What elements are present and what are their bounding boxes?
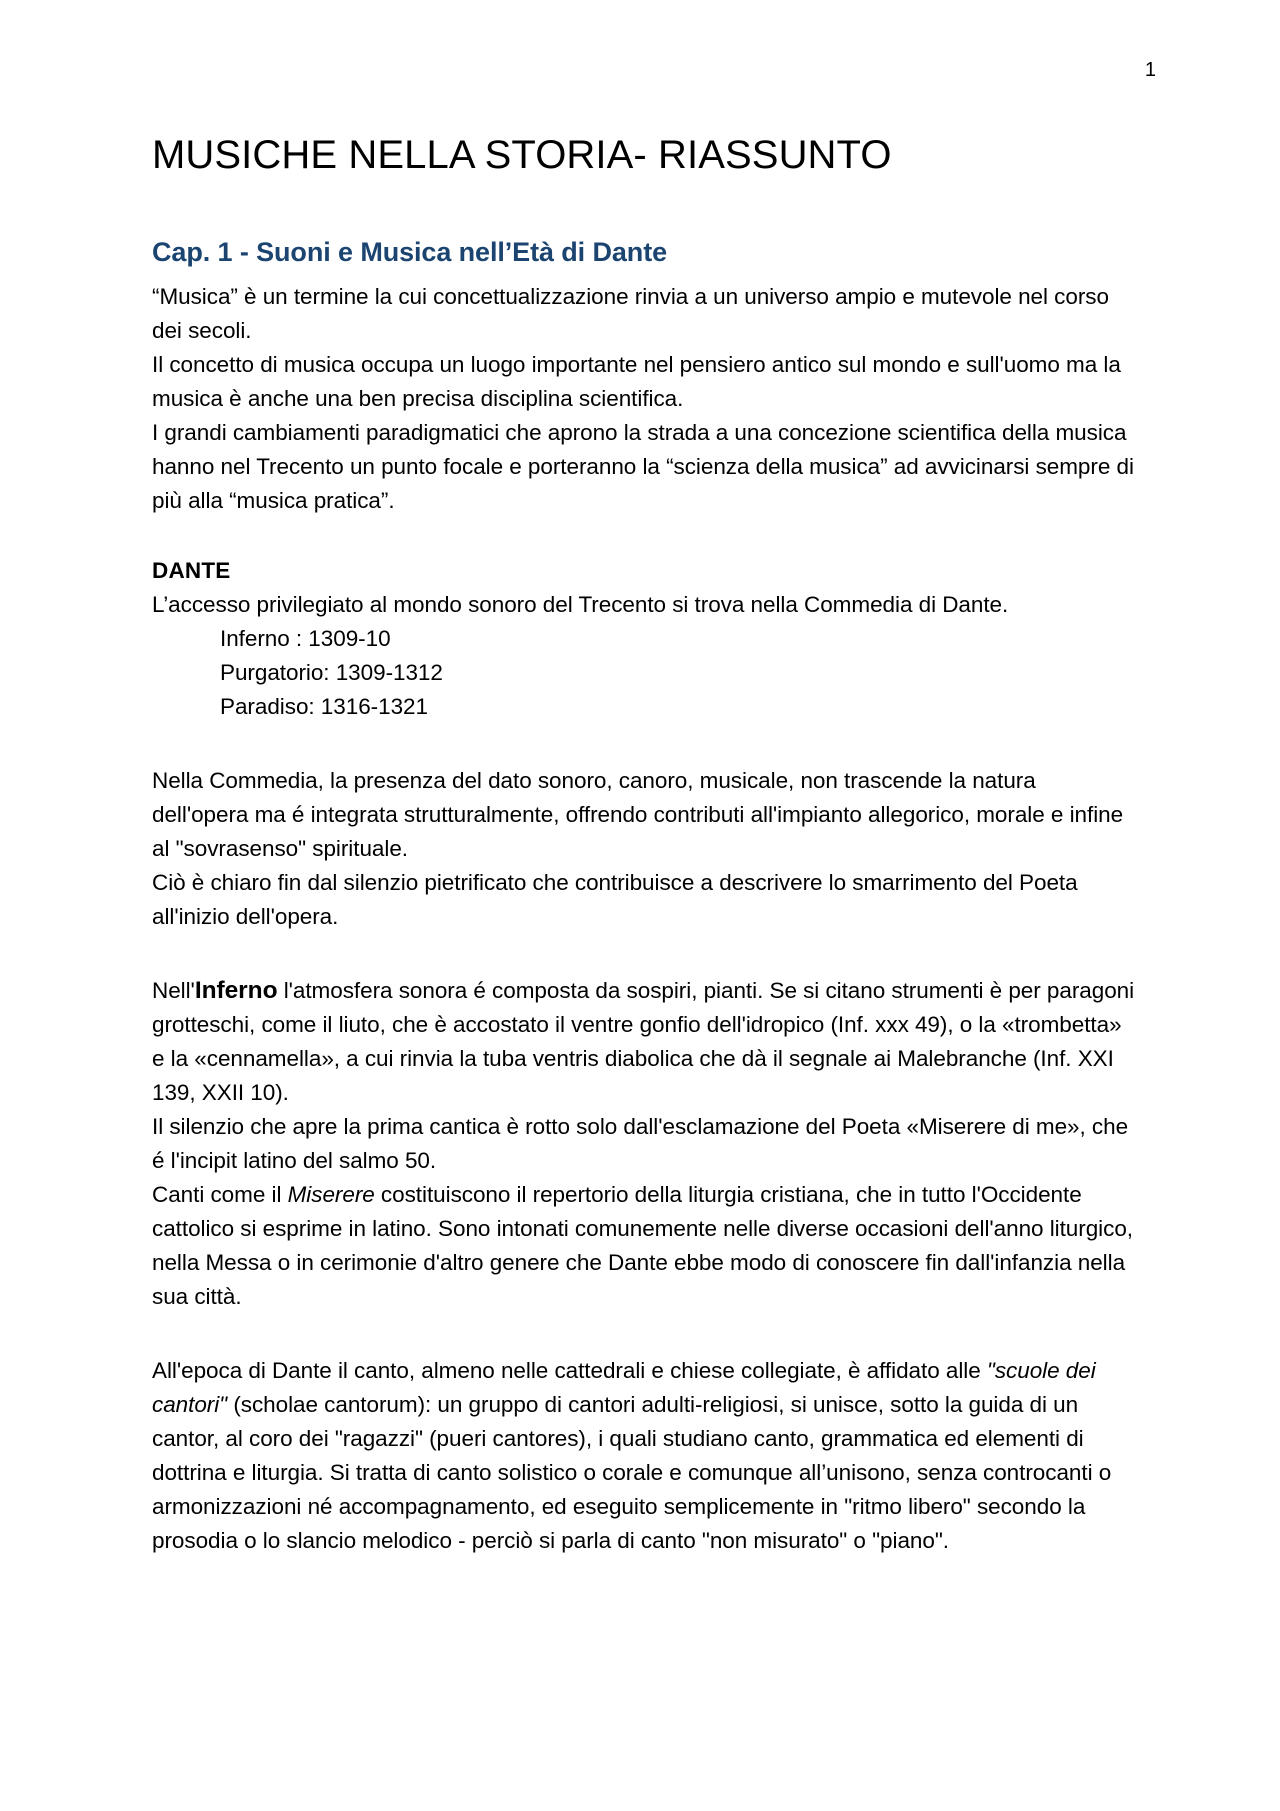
list-item: Inferno : 1309-10 — [220, 625, 391, 651]
list-item: Paradiso: 1316-1321 — [220, 693, 428, 719]
dante-subheading: DANTE — [152, 557, 231, 583]
canti-paragraph — [152, 1178, 1137, 1314]
inferno-lead-prefix: Nell' — [152, 977, 195, 1003]
inferno-lead-rest: l'atmosfera sonora é composta da sospiri, pianti. Se si citano strumenti è per paragoni grotteschi, come il liuto, che è accostato il ventre gonfio dell'idropico (Inf. xxx 49), o la «trombetta» e la «cennamella», a cui rinvia la tuba ventris diabolica che dà il segnale ai Malebranche (Inf. XXI 139, XXII 10). — [152, 977, 1135, 1105]
intro-paragraph-1: “Musica” è un termine la cui concettualizzazione rinvia a un universo ampio e mutevole nel corso dei secoli. — [152, 283, 1109, 343]
intro-paragraph-3: I grandi cambiamenti paradigmatici che aprono la strada a una concezione scientifica della musica hanno nel Trecento un punto focale e porteranno la “scienza della musica” ad avvicinarsi sempre di più alla “musica pratica”. — [152, 419, 1134, 513]
dante-intro-paragraph: L’accesso privilegiato al mondo sonoro del Trecento si trova nella Commedia di Dante. — [152, 591, 1009, 617]
spacer — [152, 934, 1137, 974]
page-number: 1 — [1144, 59, 1156, 81]
silenzio-paragraph: Il silenzio che apre la prima cantica è rotto solo dall'esclamazione del Poeta «Miserere di me», che é l'incipit latino del salmo 50. — [152, 1113, 1129, 1173]
commedia-paragraph-2: Ciò è chiaro fin dal silenzio pietrificato che contribuisce a descrivere lo smarrimento del Poeta all'inizio dell'opera. — [152, 869, 1078, 929]
intro-paragraph-2: Il concetto di musica occupa un luogo importante nel pensiero antico sul mondo e sull'uomo ma la musica è anche una ben precisa disciplina scientifica. — [152, 351, 1121, 411]
canti-prefix: Canti come il — [152, 1181, 288, 1207]
scuole-dei-cantori-emphasis: "scuole dei cantori" — [152, 1357, 1096, 1417]
spacer — [152, 1314, 1137, 1354]
dante-works-list — [152, 622, 1137, 724]
spacer — [152, 518, 1137, 554]
chapter-heading: Cap. 1 - Suoni e Musica nell’Età di Dante — [152, 237, 668, 267]
commedia-paragraph-1: Nella Commedia, la presenza del dato sonoro, canoro, musicale, non trascende la natura dell'opera ma é integrata strutturalmente, offrendo contributi all'impianto allegorico, morale e infine al "sovrasenso" spirituale. — [152, 767, 1124, 861]
list-item: Purgatorio: 1309-1312 — [220, 659, 443, 685]
spacer — [152, 724, 1137, 764]
inferno-paragraph — [152, 974, 1137, 1110]
scuole-rest: (scholae cantorum): un gruppo di cantori adulti-religiosi, si unisce, sotto la guida di un cantor, al coro dei "ragazzi" (pueri cantores), i quali studiano canto, grammatica ed elementi di dottrina e liturgia. Si tratta di canto solistico o corale e comunque all’unisono, senza controcanti o armonizzazioni né accompagnamento, ed eseguito semplicemente in "ritmo libero" secondo la prosodia o lo slancio melodico - perciò si parla di canto "non misurato" o "piano". — [152, 1391, 1112, 1553]
scuole-paragraph — [152, 1354, 1137, 1558]
canti-rest: costituiscono il repertorio della liturgia cristiana, che in tutto l'Occidente cattolico si esprime in latino. Sono intonati comunemente nelle diverse occasioni dell'anno liturgico, nella Messa o in cerimonie d'altro genere che Dante ebbe modo di conoscere fin dall'infanzia nella sua città. — [152, 1181, 1133, 1309]
miserere-emphasis: Miserere — [287, 1181, 375, 1207]
page-title: MUSICHE NELLA STORIA- RIASSUNTO — [152, 133, 892, 177]
inferno-emphasis: Inferno — [194, 976, 278, 1004]
scuole-prefix: All'epoca di Dante il canto, almeno nelle cattedrali e chiese collegiate, è affidato alle — [152, 1357, 987, 1383]
document-body — [152, 132, 1137, 1558]
